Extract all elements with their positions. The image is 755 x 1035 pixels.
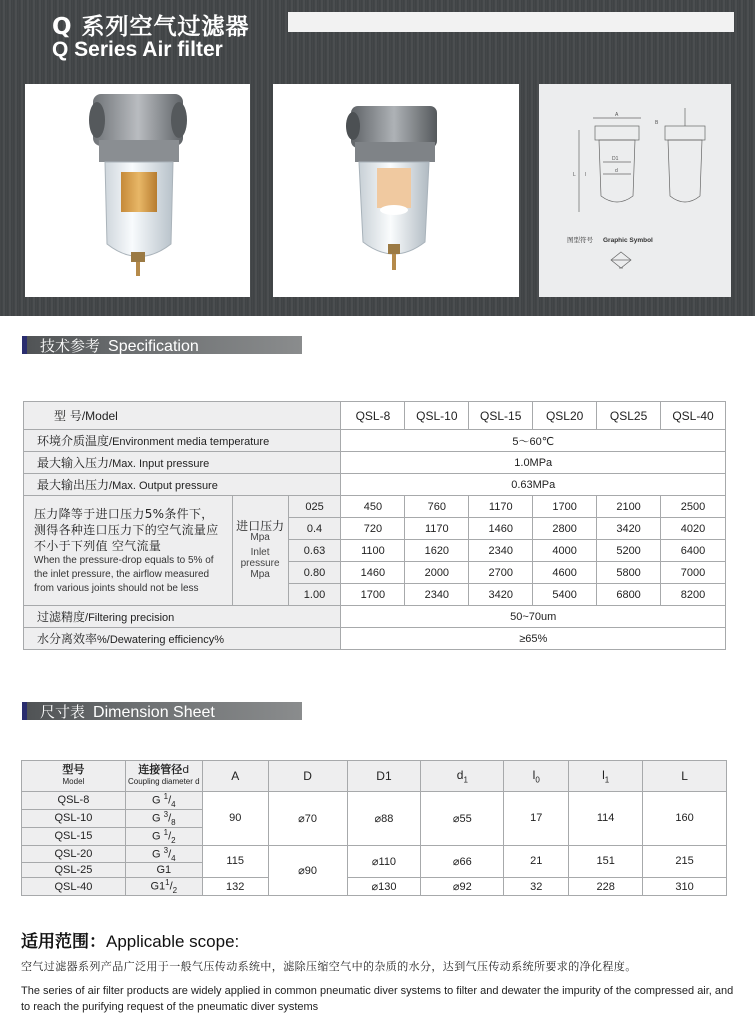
spec-row-max-input: 最大输入压力/Max. Input pressure 1.0MPa	[24, 452, 726, 474]
dim-value: 114	[569, 792, 643, 846]
table-row	[22, 845, 727, 863]
dim-value: 32	[504, 878, 569, 896]
flow-value: 6800	[597, 584, 661, 606]
dimension-table	[21, 760, 727, 896]
coupling-cell: G $^3/_4$	[125, 845, 202, 863]
dim-value: 21	[504, 845, 569, 878]
dim-value: 215	[643, 845, 727, 878]
flow-value: 1460	[341, 562, 405, 584]
inlet-pressure-label: 进口压力 Mpa Inlet pressure Mpa	[232, 496, 288, 606]
dim-value: ⌀55	[421, 792, 504, 846]
flow-value: 450	[341, 496, 405, 518]
model-cell: QSL-15	[22, 827, 126, 845]
dewatering-value: ≥65%	[341, 628, 726, 650]
spec-header-row	[24, 402, 726, 430]
model-col: QSL-40	[661, 402, 726, 430]
flow-value: 720	[341, 518, 405, 540]
dim-value: 115	[202, 845, 268, 878]
table-row	[22, 792, 727, 810]
coupling-cell: G $^1/_4$	[125, 792, 202, 810]
scope-title: 适用范围：Applicable scope:	[21, 932, 240, 952]
col-header-l1: $l_1$	[569, 761, 643, 792]
flow-value: 5800	[597, 562, 661, 584]
drawing-label-d: d	[615, 168, 618, 174]
flow-value: 4000	[533, 540, 597, 562]
drawing-label-a: A	[615, 112, 619, 118]
model-cell: QSL-8	[22, 792, 126, 810]
flow-value: 1700	[341, 584, 405, 606]
pressure-drop-description: 压力降等于进口压力5%条件下，测得各种连口压力下的空气流量应不小于下列值 空气流量 When the pressure-drop equals to 5% of the inlet pressure, the airflow measured from various joints should not be less	[24, 496, 233, 606]
graphic-symbol-label-cn: 图型符号	[567, 236, 593, 244]
dim-title-en: Dimension Sheet	[93, 704, 215, 721]
spec-row-temperature: 环境介质温度/Environment media temperature 5～60℃	[24, 430, 726, 452]
scope-text-en: The series of air filter products are widely applied in common pneumatic diver systems to filter and dewater the impurity of the compressed air, and to reach the purifying request of the pneumatic diver systems	[21, 985, 734, 1013]
col-header-l0: $l_0$	[504, 761, 569, 792]
dim-value: 310	[643, 878, 727, 896]
dim-value: ⌀90	[268, 845, 347, 896]
filter-precision-value: 50~70um	[341, 606, 726, 628]
coupling-cell: G $^3/_8$	[125, 809, 202, 827]
flow-row	[24, 496, 726, 518]
flow-value: 4600	[533, 562, 597, 584]
flow-value: 1460	[469, 518, 533, 540]
spec-title-en: Specification	[108, 338, 199, 355]
model-col: QSL25	[597, 402, 661, 430]
dim-value: ⌀92	[421, 878, 504, 896]
flow-value: 1170	[405, 518, 469, 540]
spec-table	[23, 401, 726, 650]
inlet-pressure-value: 1.00	[288, 584, 341, 606]
flow-value: 3420	[469, 584, 533, 606]
col-header-a: A	[202, 761, 268, 792]
drawing-label-l1: l	[585, 172, 587, 178]
dim-value: 90	[202, 792, 268, 846]
model-col: QSL-10	[405, 402, 469, 430]
model-col: QSL-15	[469, 402, 533, 430]
spec-row-dewatering: 水分离效率%/Dewatering efficiency% ≥65%	[24, 628, 726, 650]
spec-section-header	[22, 336, 302, 354]
temperature-value: 5～60℃	[341, 430, 726, 452]
coupling-cell: G1	[125, 863, 202, 878]
section-marker	[22, 336, 27, 354]
inlet-pressure-value: 0.63	[288, 540, 341, 562]
max-output-value: 0.63MPa	[341, 474, 726, 496]
coupling-cell: G $^1/_2$	[125, 827, 202, 845]
dim-title-cn: 尺寸表	[40, 703, 86, 721]
spec-row-max-output: 最大输出压力/Max. Output pressure 0.63MPa	[24, 474, 726, 496]
title-bar-decoration	[288, 12, 734, 32]
flow-value: 2800	[533, 518, 597, 540]
model-col: QSL-8	[341, 402, 405, 430]
model-col: QSL20	[533, 402, 597, 430]
inlet-pressure-value: 0.80	[288, 562, 341, 584]
flow-value: 2340	[469, 540, 533, 562]
dim-header-row	[22, 761, 727, 792]
flow-value: 8200	[661, 584, 726, 606]
max-input-value: 1.0MPa	[341, 452, 726, 474]
flow-value: 760	[405, 496, 469, 518]
product-photo-angle	[273, 84, 519, 297]
dim-value: 160	[643, 792, 727, 846]
flow-value: 4020	[661, 518, 726, 540]
section-marker	[22, 702, 27, 720]
model-label: 型 号/Model	[24, 402, 341, 430]
model-cell: QSL-25	[22, 863, 126, 878]
col-header-l: L	[643, 761, 727, 792]
page-title-en: Q Series Air filter	[52, 38, 223, 61]
flow-value: 1100	[341, 540, 405, 562]
flow-value: 1700	[533, 496, 597, 518]
flow-value: 5400	[533, 584, 597, 606]
flow-value: 5200	[597, 540, 661, 562]
dim-value: 228	[569, 878, 643, 896]
technical-drawing	[539, 84, 731, 297]
flow-value: 6400	[661, 540, 726, 562]
drawing-label-l: L	[573, 172, 576, 178]
dim-value: ⌀66	[421, 845, 504, 878]
flow-value: 2340	[405, 584, 469, 606]
flow-value: 1170	[469, 496, 533, 518]
dim-value: 132	[202, 878, 268, 896]
air-filter-icon	[273, 84, 519, 297]
air-filter-icon	[25, 84, 250, 297]
dim-value: ⌀130	[347, 878, 421, 896]
table-row	[22, 878, 727, 896]
flow-value: 7000	[661, 562, 726, 584]
dim-value: ⌀88	[347, 792, 421, 846]
header-banner	[0, 0, 755, 316]
model-cell: QSL-10	[22, 809, 126, 827]
flow-value: 2100	[597, 496, 661, 518]
flow-value: 3420	[597, 518, 661, 540]
col-header-d-small: $d_1$	[421, 761, 504, 792]
flow-value: 2000	[405, 562, 469, 584]
dim-value: 151	[569, 845, 643, 878]
dim-value: ⌀110	[347, 845, 421, 878]
drawing-label-d1: D1	[612, 156, 619, 162]
graphic-symbol-label-en: Graphic Symbol	[603, 237, 653, 244]
dimension-section-header	[22, 702, 302, 720]
flow-value: 1620	[405, 540, 469, 562]
scope-text-cn: 空气过滤器系列产品广泛用于一般气压传动系统中，滤除压缩空气中的杂质的水分，达到气压传动系统所要求的净化程度。	[21, 960, 637, 973]
coupling-header: 连接管径d Coupling diameter d	[125, 761, 202, 792]
col-header-d: D	[268, 761, 347, 792]
dim-value: 17	[504, 792, 569, 846]
product-photo-front	[25, 84, 250, 297]
inlet-pressure-value: 0.4	[288, 518, 341, 540]
dimension-drawing-icon	[539, 84, 731, 297]
spec-row-filter-precision: 过滤精度/Filtering precision 50~70um	[24, 606, 726, 628]
flow-value: 2700	[469, 562, 533, 584]
spec-title-cn: 技术参考	[40, 337, 101, 355]
coupling-cell: $G1^1/_2$	[125, 878, 202, 896]
flow-value: 2500	[661, 496, 726, 518]
page-title-cn: Q 系列空气过滤器	[52, 14, 250, 40]
col-header-d1: D1	[347, 761, 421, 792]
dim-value: ⌀70	[268, 792, 347, 846]
model-header: 型号 Model	[22, 761, 126, 792]
model-cell: QSL-20	[22, 845, 126, 863]
drawing-label-b: B	[655, 120, 659, 126]
model-cell: QSL-40	[22, 878, 126, 896]
inlet-pressure-value: 025	[288, 496, 341, 518]
